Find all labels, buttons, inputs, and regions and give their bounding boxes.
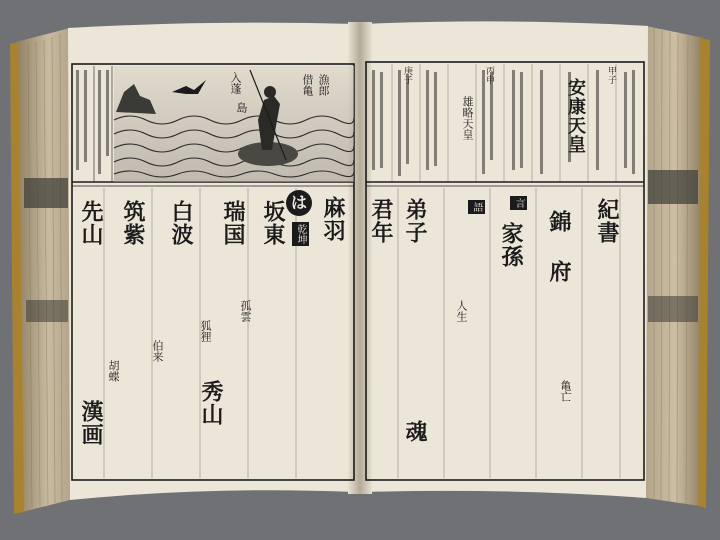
right-big-col-2: 錦 [546, 210, 572, 233]
left-big-col-8: 漢画 [78, 400, 104, 446]
illustration-caption-3: 入蓬 [229, 72, 242, 94]
right-tag-1: 言 [510, 196, 527, 210]
left-big-col-2: 坂東 [260, 200, 286, 246]
left-big-col-4: 白波 [168, 200, 194, 246]
left-small-col-4: 胡蝶 [107, 360, 120, 382]
right-small-col-2: 丙申 [484, 66, 494, 84]
left-edge-dark-band [24, 178, 68, 208]
illustration-caption-2: 借亀 [301, 74, 314, 96]
right-big-col-3: 府 [546, 260, 572, 283]
illustration-caption-1: 漁郎 [317, 74, 330, 96]
right-small-col-4: 人生 [455, 300, 468, 322]
right-big-col-1: 紀書 [594, 198, 620, 244]
left-big-col-5: 筑紫 [120, 200, 146, 246]
right-small-col-5: 亀亡 [559, 380, 572, 402]
right-tag-2: 語 [468, 200, 485, 214]
section-badge: は [286, 190, 312, 216]
right-header-sub: 雄略天皇 [461, 96, 474, 140]
left-big-col-1: 麻羽 [320, 196, 346, 242]
left-big-col-7: 秀山 [198, 380, 224, 426]
right-big-col-7: 魂 [402, 420, 428, 443]
left-small-col-3: 伯来 [151, 340, 164, 362]
right-edge-dark-band [648, 170, 698, 204]
fisherman-head [264, 86, 276, 98]
right-small-col-3: 庚子 [402, 66, 412, 84]
left-edge-dark-band-2 [26, 300, 68, 322]
right-big-col-5: 弟子 [402, 198, 428, 244]
right-page-edges [646, 26, 704, 506]
left-small-col-2: 狐狸 [199, 320, 212, 342]
right-small-col-1: 甲子 [606, 66, 616, 84]
right-big-col-6: 君年 [368, 198, 394, 244]
left-small-col-1: 孤雲 [239, 300, 252, 322]
illustration-caption-4: 島 [235, 102, 248, 113]
right-big-col-4: 家孫 [498, 222, 524, 268]
section-badge-sub: 乾坤 [292, 222, 309, 246]
right-cover-edge [698, 38, 710, 508]
left-big-col-3: 瑞国 [220, 200, 246, 246]
right-header-title: 安康天皇 [565, 78, 586, 154]
right-edge-dark-band-2 [648, 296, 698, 322]
left-big-col-6: 先山 [78, 200, 104, 246]
